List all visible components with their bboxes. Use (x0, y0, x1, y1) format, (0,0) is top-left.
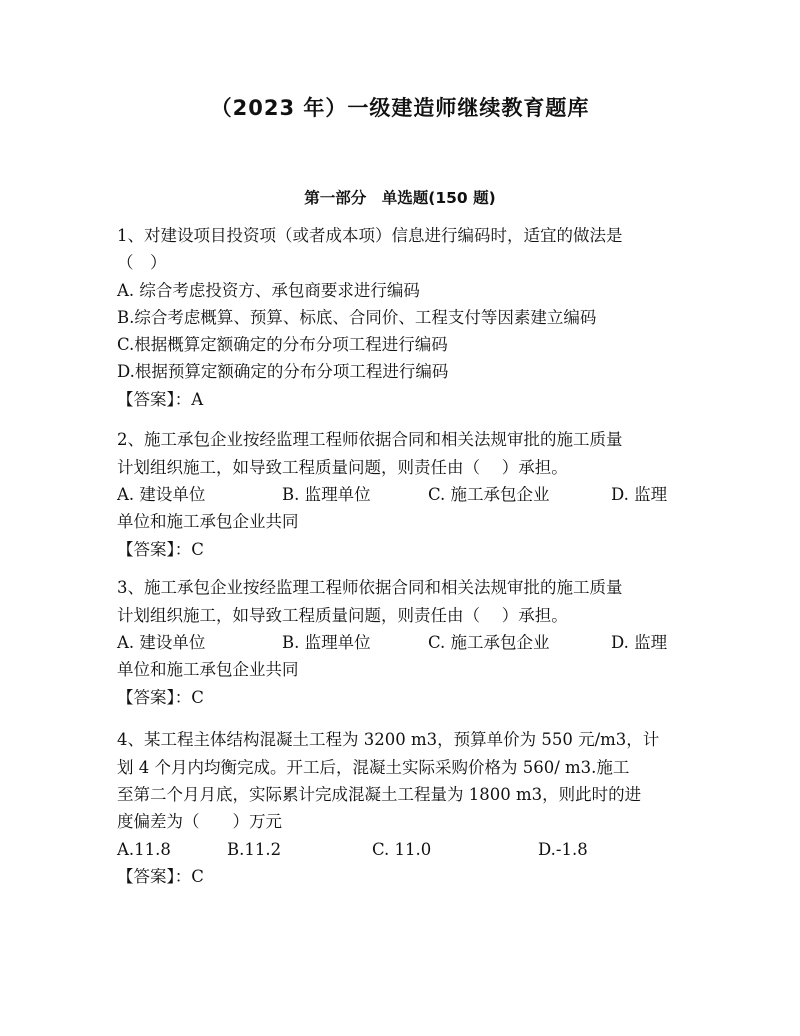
option-d-continued: 单位和施工承包企业共同 (117, 512, 299, 531)
document-title: （2023 年）一级建造师继续教育题库 (210, 96, 590, 120)
option-d: D.根据预算定额确定的分布分项工程进行编码 (117, 362, 449, 381)
question-stem-line: （ ） (117, 253, 167, 272)
question-stem-line: 度偏差为（ ）万元 (117, 812, 282, 831)
answer-label: 【答案】：A (117, 390, 204, 409)
option-b: B. 监理单位 (282, 485, 371, 504)
section-heading: 第一部分 单选题(150 题) (304, 189, 496, 207)
option-a: A. 建设单位 (117, 485, 206, 504)
answer-label: 【答案】：C (117, 867, 204, 886)
option-c: C. 11.0 (372, 840, 432, 859)
question-stem-line: 2、施工承包企业按经监理工程师依据合同和相关法规审批的施工质量 (117, 430, 623, 449)
option-b: B.综合考虑概算、预算、标底、合同价、工程支付等因素建立编码 (117, 308, 597, 327)
option-d-continued: 单位和施工承包企业共同 (117, 660, 299, 679)
question-stem-line: 1、对建设项目投资项（或者成本项）信息进行编码时，适宜的做法是 (117, 226, 623, 245)
option-a: A.11.8 (117, 840, 171, 859)
answer-label: 【答案】：C (117, 540, 204, 559)
question-stem-line: 至第二个月月底，实际累计完成混凝土工程量为 1800 m3，则此时的进 (117, 785, 642, 804)
option-c: C.根据概算定额确定的分布分项工程进行编码 (117, 335, 448, 354)
option-c: C. 施工承包企业 (428, 485, 550, 504)
question-stem-line: 3、施工承包企业按经监理工程师依据合同和相关法规审批的施工质量 (117, 578, 623, 597)
question-stem-line: 划 4 个月内均衡完成。开工后，混凝土实际采购价格为 560/ m3.施工 (117, 758, 630, 777)
option-b: B.11.2 (227, 840, 282, 859)
question-stem-line: 计划组织施工，如导致工程质量问题，则责任由（ ）承担。 (117, 606, 568, 625)
option-b: B. 监理单位 (282, 633, 371, 652)
option-a: A. 综合考虑投资方、承包商要求进行编码 (117, 281, 420, 300)
option-a: A. 建设单位 (117, 633, 206, 652)
option-d: D. 监理 (611, 485, 668, 504)
question-stem-line: 计划组织施工，如导致工程质量问题，则责任由（ ）承担。 (117, 458, 568, 477)
option-d: D.-1.8 (538, 840, 588, 859)
answer-label: 【答案】：C (117, 688, 204, 707)
option-d: D. 监理 (611, 633, 668, 652)
option-c: C. 施工承包企业 (428, 633, 550, 652)
question-stem-line: 4、某工程主体结构混凝土工程为 3200 m3，预算单价为 550 元/m3，计 (117, 730, 660, 749)
